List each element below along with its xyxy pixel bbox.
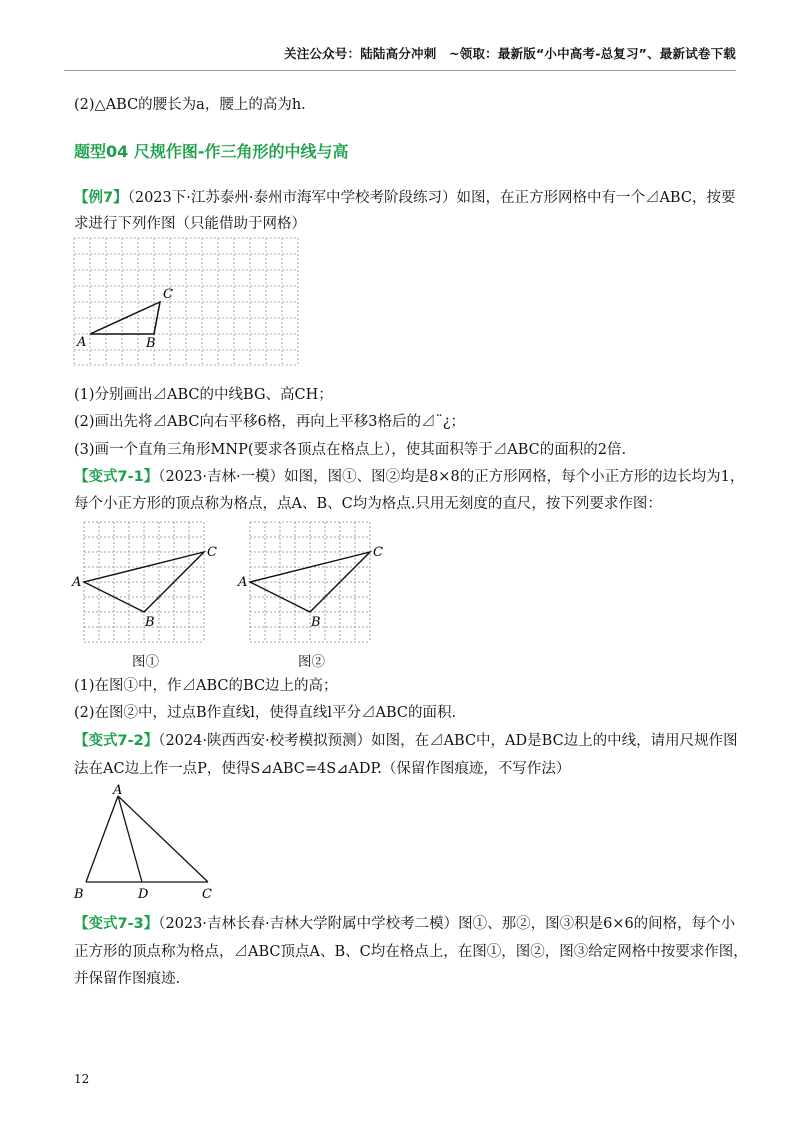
- text-line: 正方形的顶点称为格点，⊿ABC顶点A、B、C均在格点上，在图①，图②，图③给定网格中按要求作图，: [74, 944, 748, 960]
- text-line: 每个小正方形的顶点称为格点，点A、B、C均为格点.只用无刻度的直尺，按下列要求作图：: [74, 496, 662, 512]
- example-tag: 【例7】: [74, 190, 128, 206]
- variant-tag: 【变式7-2】: [74, 733, 159, 749]
- variant-7-3-line: 【变式7-3】（2023·吉林长春·吉林大学附属中学校考二模）图①、那②，图③积是6×6的间格，每个小: [74, 916, 736, 932]
- page-header: 关注公众号：陆陆高分冲刺 ~领取：最新版“小中高考-总复习”、最新试卷下载: [284, 46, 736, 61]
- text-line: (3)画一个直角三角形MNP(要求各顶点在格点上），使其面积等于⊿ABC的面积的2倍.: [74, 442, 627, 458]
- vertex-label-b: B: [311, 615, 321, 630]
- vertex-label-a: A: [72, 575, 82, 590]
- text-line: (1)分别画出⊿ABC的中线BG、高CH；: [74, 387, 333, 403]
- section-title: 题型04 尺规作图-作三角形的中线与高: [74, 142, 349, 161]
- text-line: 求进行下列作图（只能借助于网格）: [74, 216, 306, 232]
- vertex-label-b: B: [74, 887, 84, 902]
- text-line: (1)在图①中，作⊿ABC的BC边上的高；: [74, 678, 338, 694]
- vertex-label-a: A: [238, 575, 248, 590]
- vertex-label-d: D: [138, 887, 149, 902]
- vertex-label-c: C: [373, 545, 383, 560]
- text-line: (2)△ABC的腰长为a，腰上的高为h.: [74, 97, 306, 113]
- variant-tag: 【变式7-1】: [74, 469, 159, 485]
- vertex-label-c: C: [202, 887, 212, 902]
- example-7-line: 【例7】（2023下·江苏泰州·泰州市海军中学校考阶段练习）如图，在正方形网格中有一个⊿ABC，按要: [74, 190, 736, 206]
- vertex-label-c: C: [163, 287, 173, 302]
- vertex-label-c: C: [207, 545, 217, 560]
- text-line: 法在AC边上作一点P，使得S⊿ABC=4S⊿ADP.（保留作图痕迹，不写作法）: [74, 761, 571, 777]
- text-line: (2)画出先将⊿ABC向右平移6格，再向上平移3格后的⊿¨¿；: [74, 414, 466, 430]
- header-rule: [64, 70, 736, 71]
- vertex-label-b: B: [145, 615, 155, 630]
- page-number: 12: [74, 1072, 90, 1086]
- variant-7-2-figure: [70, 780, 230, 904]
- triangle-abc: [90, 302, 160, 334]
- text-line: 并保留作图痕迹.: [74, 971, 181, 987]
- vertex-label-a: A: [77, 335, 87, 350]
- figure-caption: 图①: [132, 654, 159, 670]
- variant-7-1-figure-1: [70, 518, 230, 646]
- variant-7-1-line: 【变式7-1】（2023·吉林·一模）如图，图①、图②均是8×8的正方形网格，每个小正方形的边长均为1，: [74, 469, 745, 485]
- variant-7-2-line: 【变式7-2】（2024·陕西西安·校考模拟预测）如图，在⊿ABC中，AD是BC边上的中线，请用尺规作图: [74, 733, 738, 749]
- variant-tag: 【变式7-3】: [74, 916, 159, 932]
- variant-7-1-figure-2: [236, 518, 396, 646]
- median-ad: [118, 796, 142, 882]
- example-7-figure: [70, 234, 302, 370]
- text-line: (2)在图②中，过点B作直线l，使得直线l平分⊿ABC的面积.: [74, 705, 457, 721]
- figure-caption: 图②: [298, 654, 325, 670]
- vertex-label-a: A: [113, 783, 123, 798]
- vertex-label-b: B: [146, 336, 156, 351]
